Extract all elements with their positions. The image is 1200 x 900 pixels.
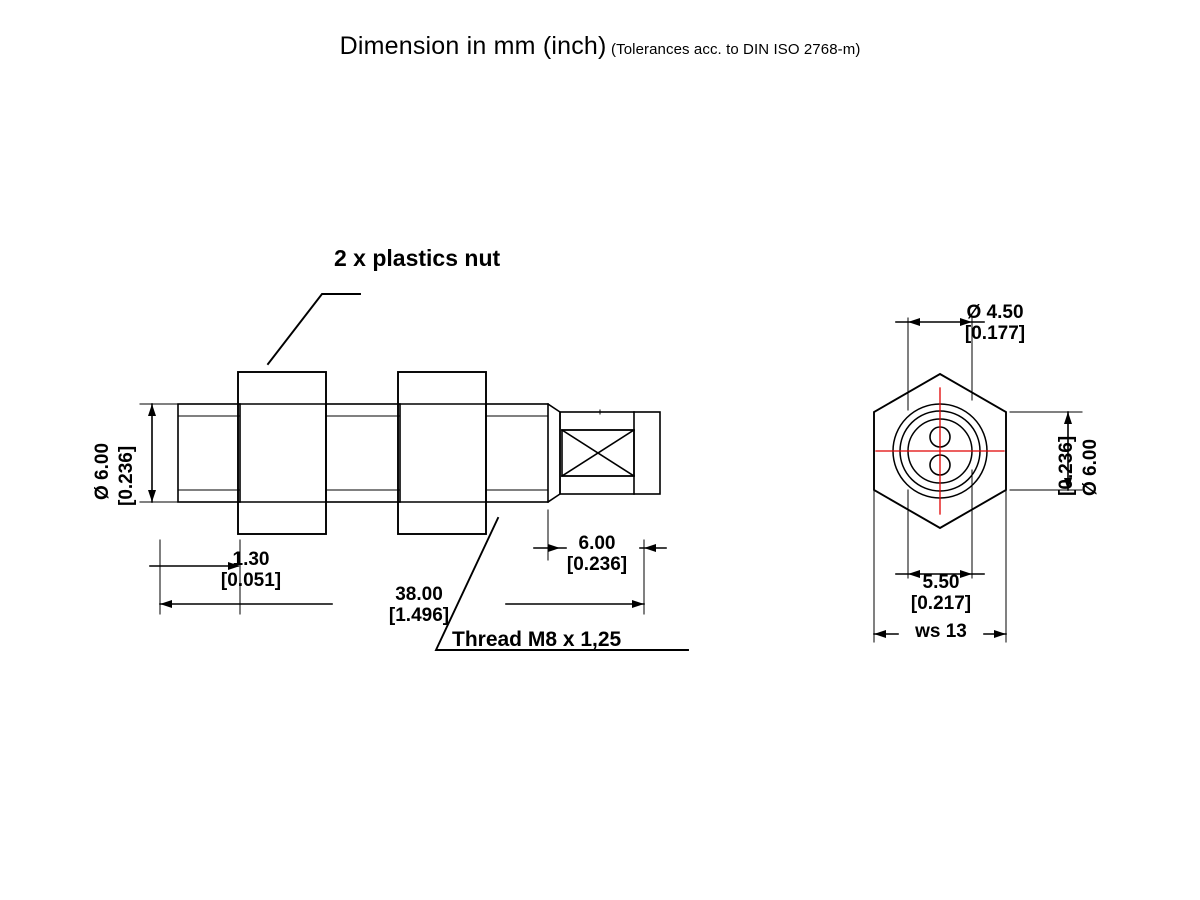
left-shaft	[178, 404, 240, 502]
dim-label-total-length-mm: 38.00	[395, 584, 443, 605]
page-subtitle: (Tolerances acc. to DIN ISO 2768-m)	[611, 41, 861, 58]
dim-label-total-length-inch: [1.496]	[388, 605, 450, 626]
nut-note-leader	[268, 294, 360, 364]
page-title: Dimension in mm (inch)	[339, 32, 607, 60]
dim-label-bore-diameter-mm: Ø 4.50	[966, 302, 1024, 323]
dim-label-left-diameter-inch: [0.236]	[116, 445, 137, 506]
dim-label-wrench-size: ws 13	[915, 621, 967, 642]
dim-label-tip-length-inch: [0.236]	[566, 554, 628, 575]
dim-label-body-diameter-mm: Ø 6.00	[1080, 438, 1101, 496]
nut-2	[398, 372, 486, 534]
dim-label-bore-diameter-inch: [0.177]	[964, 323, 1026, 344]
dim-label-tip-length-mm: 6.00	[578, 533, 616, 554]
thread-shaft-right	[486, 404, 548, 502]
dim-label-body-diameter-inch: [0.236]	[1056, 435, 1077, 496]
tip-body	[560, 412, 660, 494]
thread-shaft-mid-1	[326, 404, 400, 502]
nut-note-label: 2 x plastics nut	[334, 245, 501, 271]
chamfer	[548, 404, 560, 502]
dim-label-left-diameter-mm: Ø 6.00	[92, 442, 113, 500]
dim-label-pin-spacing-inch: [0.217]	[910, 593, 972, 614]
thread-note-label: Thread M8 x 1,25	[452, 628, 622, 651]
dim-label-nut-thickness-inch: [0.051]	[220, 570, 282, 591]
dim-label-nut-thickness-mm: 1.30	[232, 549, 270, 570]
dim-label-pin-spacing-mm: 5.50	[922, 572, 960, 593]
nut-1	[238, 372, 326, 534]
